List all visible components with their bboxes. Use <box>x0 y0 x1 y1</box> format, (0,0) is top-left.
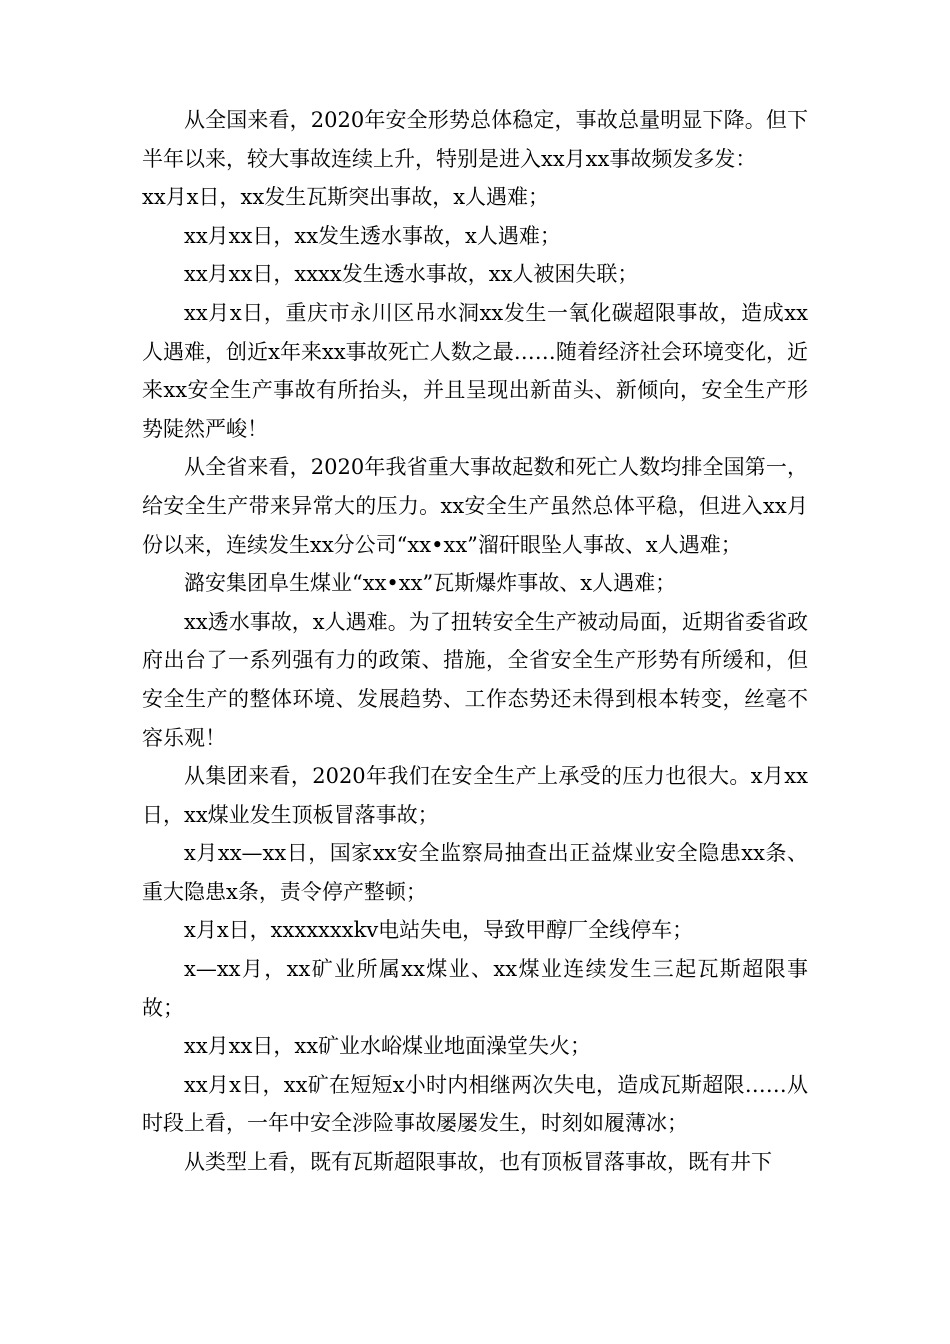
paragraph-gas-explosion: 潞安集团阜生煤业“xx•xx”瓦斯爆炸事故、x人遇难； <box>184 571 677 596</box>
paragraph-gas-outburst: xx月x日，xx发生瓦斯突出事故，x人遇难； <box>142 185 550 210</box>
paragraph-gas-overlimit: x—xx月，xx矿业所属xx煤业、xx煤业连续发生三起瓦斯超限事故； <box>142 957 808 1020</box>
paragraph-national-situation: 从全国来看，2020年安全形势总体稳定，事故总量明显下降。但下半年以来，较大事故连续上升，特别是进入xx月xx事故频发多发： <box>142 108 808 171</box>
paragraph-provincial-measures: xx透水事故，x人遇难。为了扭转安全生产被动局面，近期省委省政府出台了一系列强有力的政策、措施，全省安全生产形势有所缓和，但安全生产的整体环境、发展趋势、工作态势还未得到根本转变，丝毫不容乐观！ <box>142 609 808 750</box>
paragraph-water-inrush-1: xx月xx日，xx发生透水事故，x人遇难； <box>184 223 561 248</box>
paragraph-power-loss: x月x日，xxxxxxxkv电站失电，导致甲醇厂全线停车； <box>184 918 694 943</box>
paragraph-by-type: 从类型上看，既有瓦斯超限事故，也有顶板冒落事故，既有井下 <box>184 1150 772 1175</box>
paragraph-co-overlimit: xx月x日，重庆市永川区吊水洞xx发生一氧化碳超限事故，造成xx人遇难，创近x年来xx事故死亡人数之最……随着经济社会环境变化，近来xx安全生产事故有所抬头，并且呈现出新苗头、新倾向，安全生产形势陡然严峻！ <box>142 300 808 441</box>
paragraph-double-power-loss: xx月x日，xx矿在短短x小时内相继两次失电，造成瓦斯超限……从时段上看，一年中安全涉险事故屡屡发生，时刻如履薄冰； <box>142 1072 808 1136</box>
paragraph-bathhouse-fire: xx月xx日，xx矿业水峪煤业地面澡堂失火； <box>184 1034 592 1059</box>
paragraph-group-situation: 从集团来看，2020年我们在安全生产上承受的压力也很大。x月xx日，xx煤业发生顶板冒落事故； <box>142 764 808 827</box>
document-body <box>142 101 808 1182</box>
paragraph-provincial-situation: 从全省来看，2020年我省重大事故起数和死亡人数均排全国第一，给安全生产带来异常大的压力。xx安全生产虽然总体平稳，但进入xx月份以来，连续发生xx分公司“xx•xx”溜矸眼坠人事故、x人遇难； <box>142 455 808 557</box>
paragraph-water-inrush-2: xx月xx日，xxxx发生透水事故，xx人被困失联； <box>184 262 639 287</box>
paragraph-inspection: x月xx—xx日，国家xx安全监察局抽查出正益煤业安全隐患xx条、重大隐患x条，责令停产整顿； <box>142 841 808 904</box>
